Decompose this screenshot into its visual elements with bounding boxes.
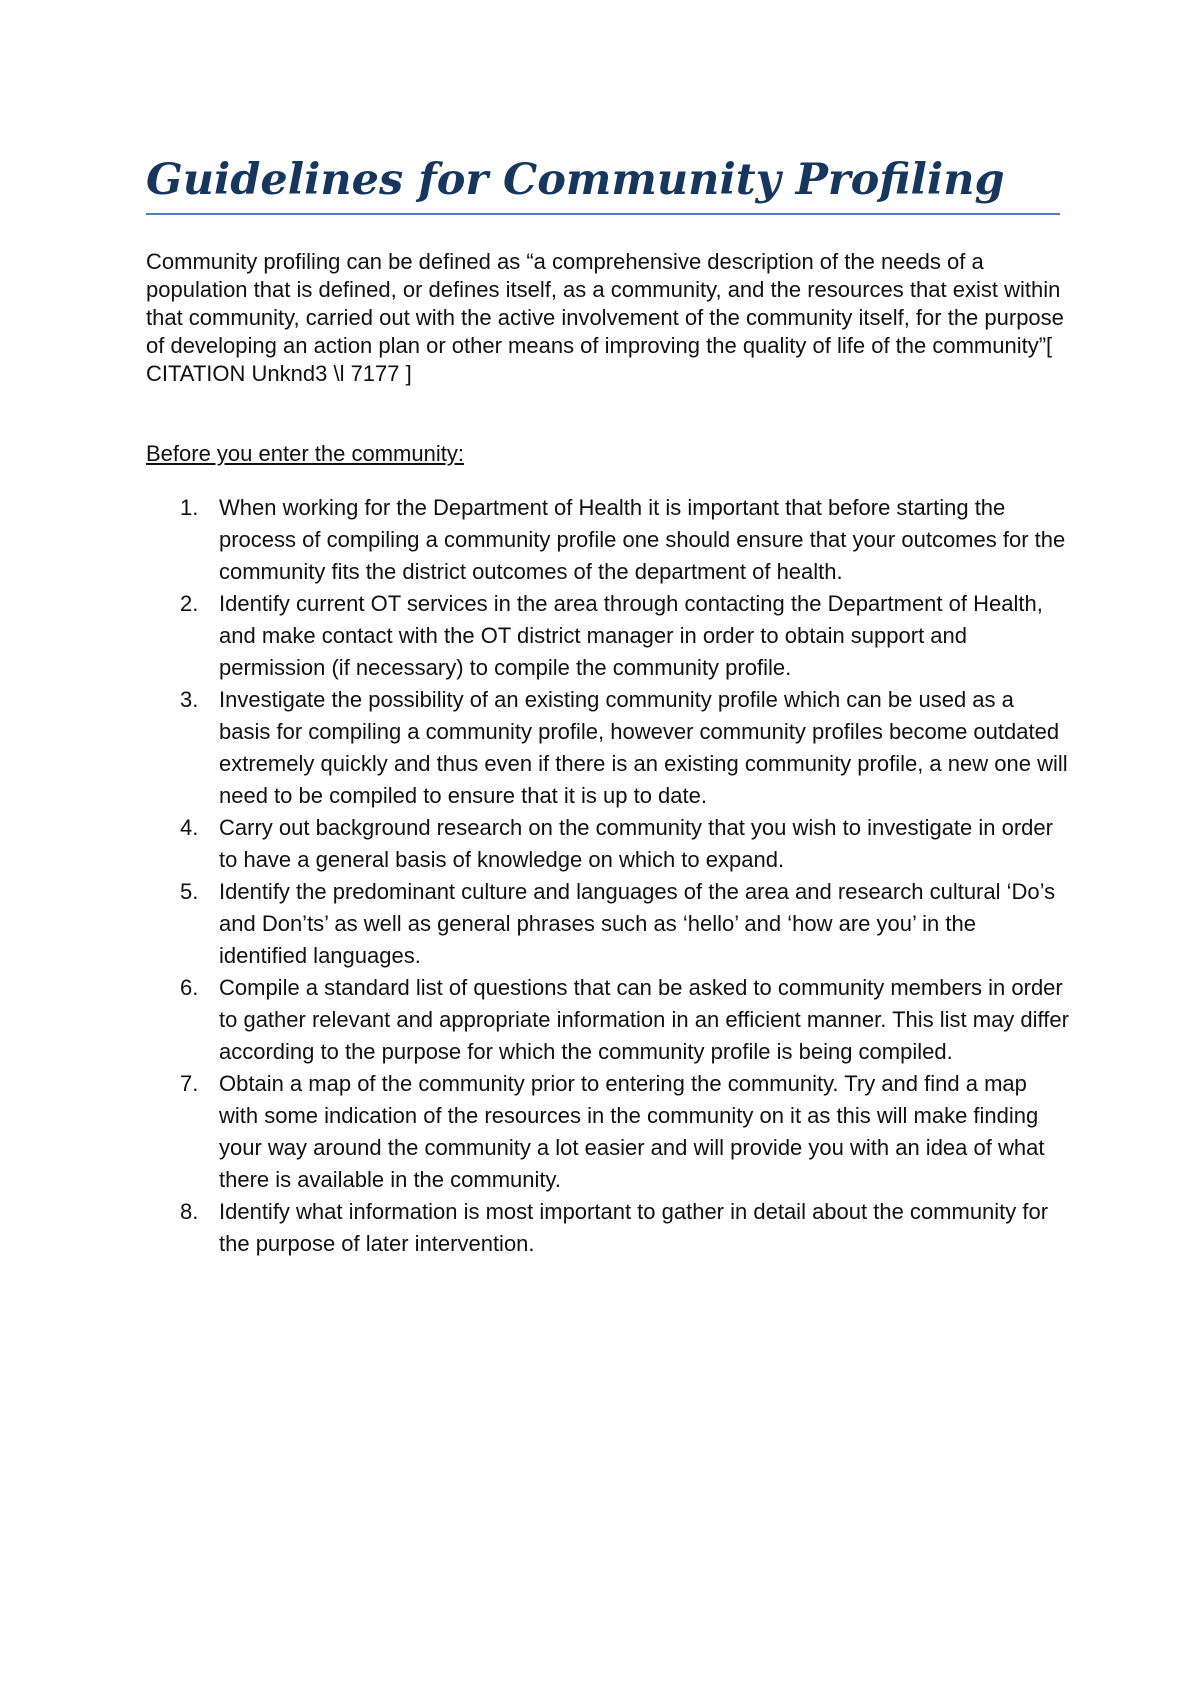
- list-item-text: When working for the Department of Health it is important that before starting the process of compiling a community profile one should ensure that your outcomes for the community fits the district outcomes of the department of health.: [219, 495, 1066, 584]
- list-item-number: 4.: [180, 815, 199, 840]
- list-item-1: [146, 492, 1070, 588]
- title-underline-rule: [146, 213, 1060, 215]
- steps-list: [146, 492, 1070, 1260]
- intro-paragraph: Community profiling can be defined as “a comprehensive description of the needs of a population that is defined, or defines itself, as a community, and the resources that exist within that community, carried out with the active involvement of the community itself, for the purpose of developing an action plan or other means of improving the quality of life of the community”[ CITATION Unknd3 \l 7177 ]: [146, 249, 1064, 386]
- list-item-text: Identify current OT services in the area through contacting the Department of Health, and make contact with the OT district manager in order to obtain support and permission (if necessary) to compile the community profile.: [219, 591, 1043, 680]
- list-item-number: 7.: [180, 1071, 199, 1096]
- list-item-3: [146, 684, 1070, 812]
- list-item-text: Obtain a map of the community prior to entering the community. Try and find a map with some indication of the resources in the community on it as this will make finding your way around the community a lot easier and will provide you with an idea of what there is available in the community.: [219, 1071, 1045, 1192]
- list-item-4: [146, 812, 1070, 876]
- list-item-text: Investigate the possibility of an existing community profile which can be used as a basis for compiling a community profile, however community profiles become outdated extremely quickly and thus even if there is an existing community profile, a new one will need to be compiled to ensure that it is up to date.: [219, 687, 1068, 808]
- list-item-number: 2.: [180, 591, 199, 616]
- list-item-text: Carry out background research on the community that you wish to investigate in order to have a general basis of knowledge on which to expand.: [219, 815, 1053, 872]
- list-item-7: [146, 1068, 1070, 1196]
- list-item-number: 1.: [180, 495, 199, 520]
- list-item-text: Identify the predominant culture and languages of the area and research cultural ‘Do’s and Don’ts’ as well as general phrases such as ‘hello’ and ‘how are you’ in the identified languages.: [219, 879, 1056, 968]
- list-item-number: 8.: [180, 1199, 199, 1224]
- page-title: Guidelines for Community Profiling: [146, 155, 1005, 205]
- list-item-5: [146, 876, 1070, 972]
- list-item-text: Identify what information is most important to gather in detail about the community for the purpose of later intervention.: [219, 1199, 1049, 1256]
- list-item-text: Compile a standard list of questions that can be asked to community members in order to gather relevant and appropriate information in an efficient manner. This list may differ according to the purpose for which the community profile is being compiled.: [219, 975, 1069, 1064]
- list-item-number: 3.: [180, 687, 199, 712]
- section-heading: Before you enter the community:: [146, 441, 464, 466]
- list-item-8: [146, 1196, 1070, 1260]
- list-item-number: 5.: [180, 879, 199, 904]
- list-item-number: 6.: [180, 975, 199, 1000]
- list-item-2: [146, 588, 1070, 684]
- list-item-6: [146, 972, 1070, 1068]
